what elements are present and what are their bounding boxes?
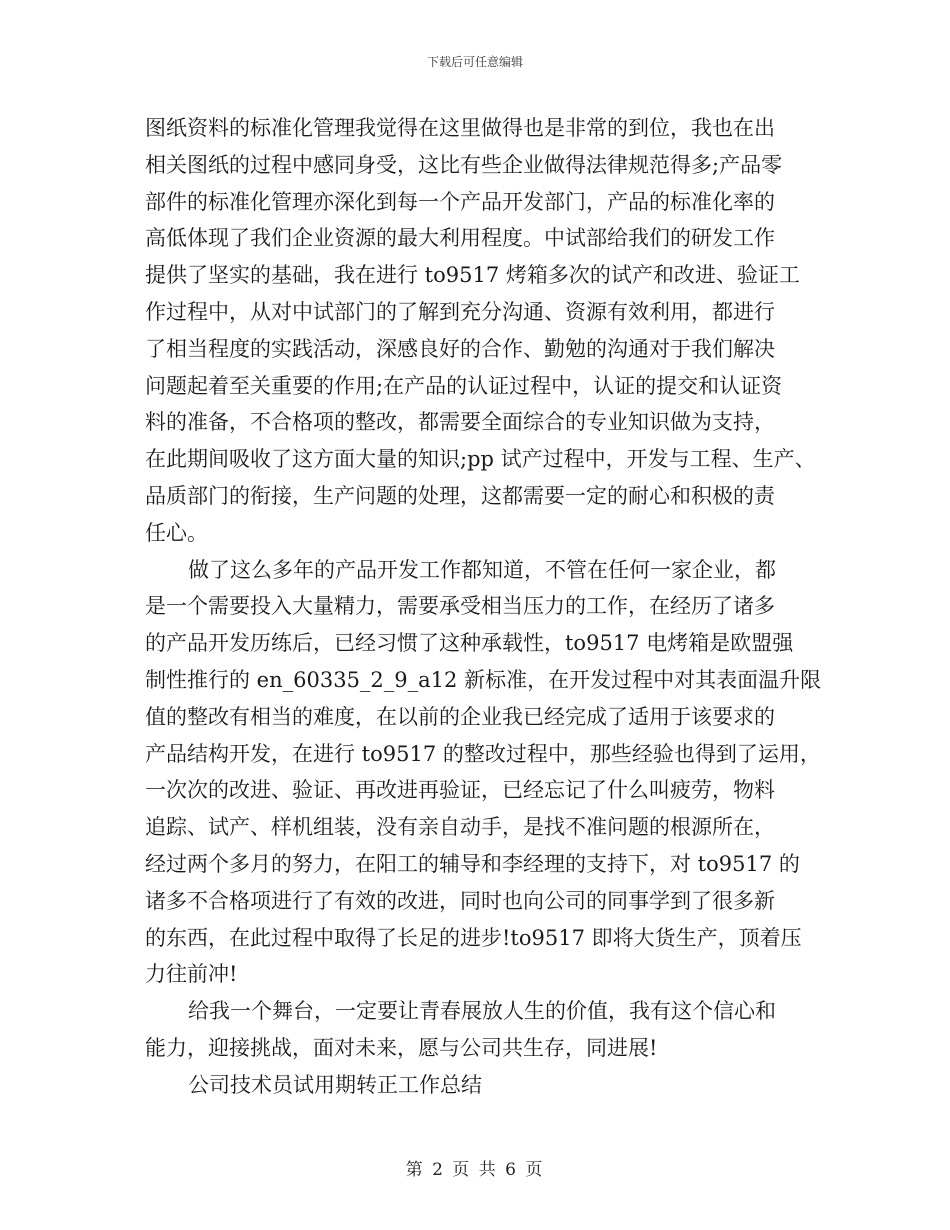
text-line: 相关图纸的过程中感同身受，这比有些企业做得法律规范得多;产品零	[145, 152, 783, 177]
text-line: 在此期间吸收了这方面大量的知识;pp 试产过程中，开发与工程、生产、	[145, 447, 816, 472]
text-line: 值的整改有相当的难度，在以前的企业我已经完成了适用于该要求的	[145, 704, 775, 729]
document-body	[145, 110, 835, 1104]
text-line: 部件的标准化管理亦深化到每一个产品开发部门，产品的标准化率的	[145, 189, 775, 214]
text-line: 产品结构开发，在进行 to9517 的整改过程中，那些经验也得到了运用，	[145, 741, 821, 766]
text-line: 一次次的改进、验证、再改进再验证，已经忘记了什么叫疲劳，物料	[145, 778, 775, 803]
text-line: 能力，迎接挑战，面对未来，愿与公司共生存，同进展!	[145, 1035, 658, 1060]
text-line: 高低体现了我们企业资源的最大利用程度。中试部给我们的研发工作	[145, 226, 775, 251]
text-line: 给我一个舞台，一定要让青春展放人生的价值，我有这个信心和	[188, 999, 776, 1024]
text-line: 公司技术员试用期转正工作总结	[188, 1072, 482, 1097]
text-line: 了相当程度的实践活动，深感良好的合作、勤勉的沟通对于我们解决	[145, 336, 775, 361]
text-line: 任心。	[145, 520, 208, 545]
text-line: 的东西，在此过程中取得了长足的进步!to9517 即将大货生产，顶着压	[145, 925, 802, 950]
text-line: 作过程中，从对中试部门的了解到充分沟通、资源有效利用，都进行	[145, 299, 775, 324]
page-number-footer: 第 2 页 共 6 页	[405, 1160, 545, 1180]
text-line: 追踪、试产、样机组装，没有亲自动手，是找不准问题的根源所在，	[145, 815, 775, 840]
text-line: 做了这么多年的产品开发工作都知道，不管在任何一家企业，都	[188, 557, 776, 582]
text-line: 品质部门的衔接，生产问题的处理，这都需要一定的耐心和积极的责	[145, 483, 775, 508]
text-line: 料的准备，不合格项的整改，都需要全面综合的专业知识做为支持，	[145, 410, 775, 435]
text-line: 制性推行的 en_60335_2_9_a12 新标准，在开发过程中对其表面温升限	[145, 667, 822, 692]
text-line: 提供了坚实的基础，我在进行 to9517 烤箱多次的试产和改进、验证工	[145, 263, 800, 288]
text-line: 的产品开发历练后，已经习惯了这种承载性，to9517 电烤箱是欧盟强	[145, 631, 794, 656]
text-line: 图纸资料的标准化管理我觉得在这里做得也是非常的到位，我也在出	[145, 116, 775, 140]
text-line: 诸多不合格项进行了有效的改进，同时也向公司的同事学到了很多新	[145, 888, 775, 913]
text-line: 问题起着至关重要的作用;在产品的认证过程中，认证的提交和认证资	[145, 373, 783, 398]
text-line: 力往前冲!	[145, 962, 238, 987]
page-header: 下载后可任意编辑	[426, 55, 523, 69]
text-line: 经过两个多月的努力，在阳工的辅导和李经理的支持下，对 to9517 的	[145, 851, 800, 876]
text-line: 是一个需要投入大量精力，需要承受相当压力的工作，在经历了诸多	[145, 594, 775, 619]
